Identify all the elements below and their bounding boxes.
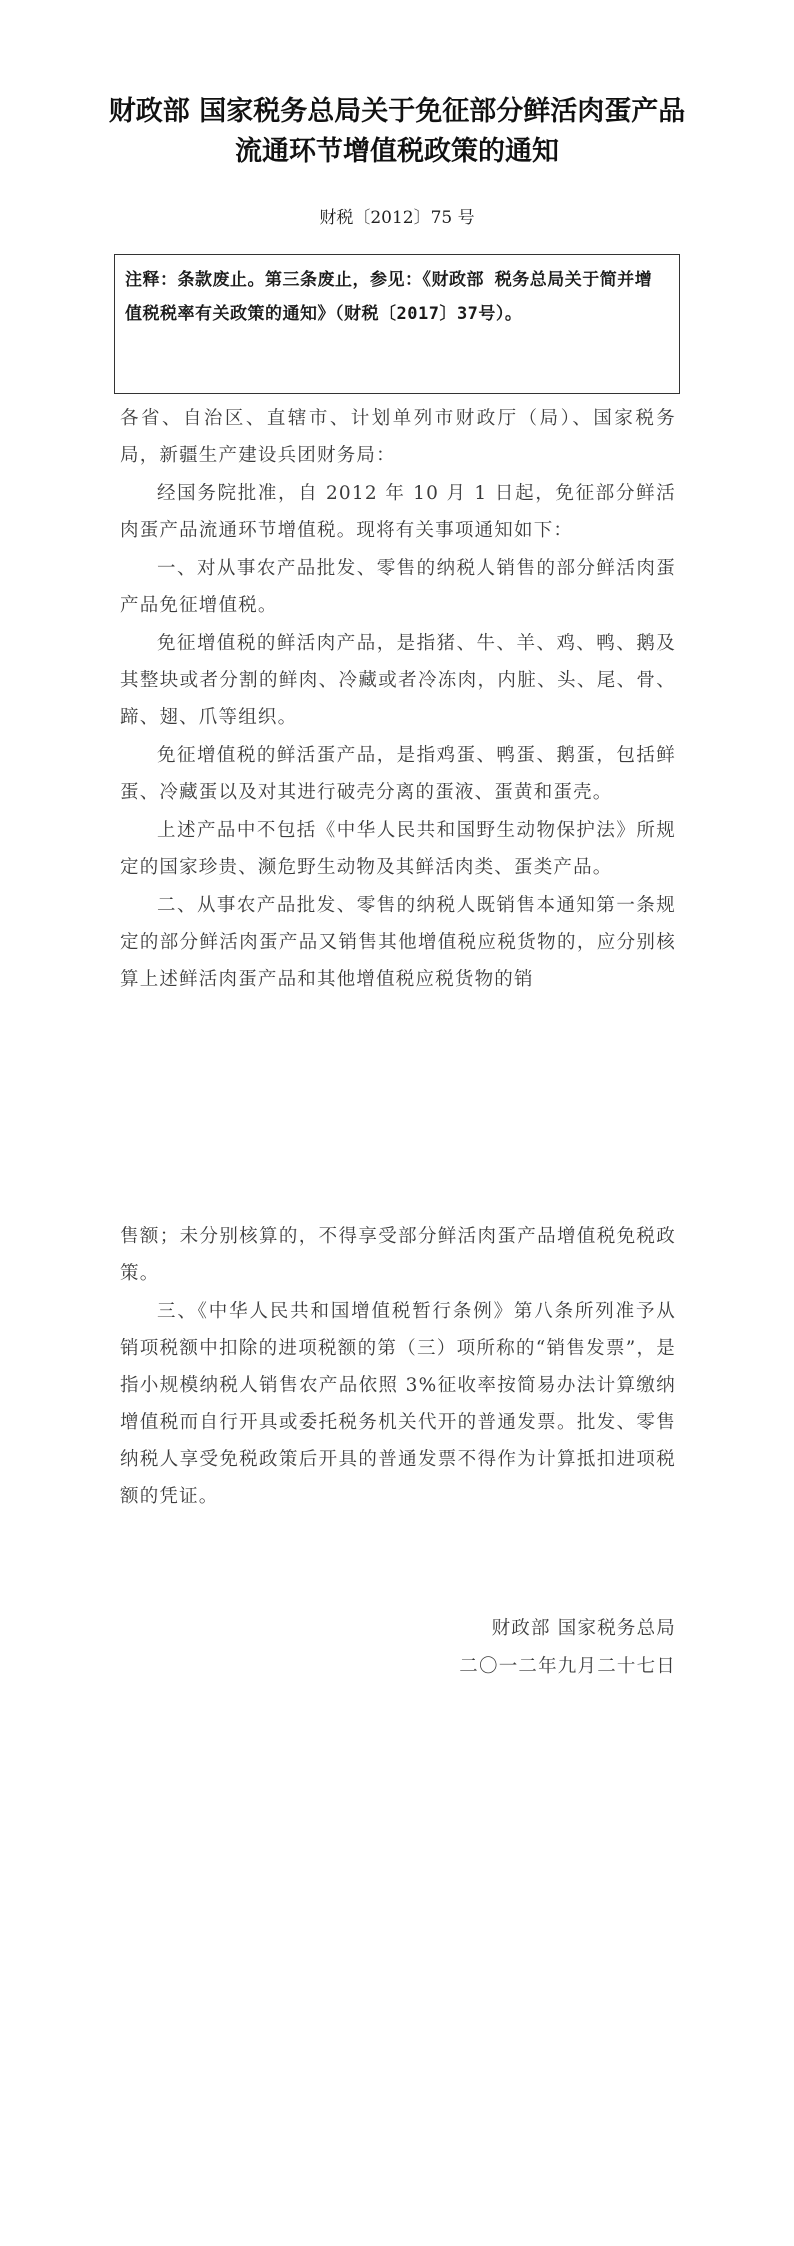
paragraph: 免征增值税的鲜活蛋产品，是指鸡蛋、鸭蛋、鹅蛋，包括鲜蛋、冷藏蛋以及对其进行破壳分离的蛋液、蛋黄和蛋壳。 [120,745,676,803]
annotation-text: 注释：条款废止。第三条废止，参见：《财政部 税务总局关于简并增值税税率有关政策的通知》（财税〔2017〕37号）。 [125,270,653,324]
signature-block [176,1610,676,1686]
paragraph: 售额；未分别核算的，不得享受部分鲜活肉蛋产品增值税免税政策。 [120,1226,676,1284]
body-section-2 [120,1218,676,1516]
paragraph: 三、《中华人民共和国增值税暂行条例》第八条所列准予从销项税额中扣除的进项税额的第（三）项所称的“销售发票”，是指小规模纳税人销售农产品依照 3%征收率按简易办法计算缴纳增值税而自行开具或委托税务机关代开的普通发票。批发、零售纳税人享受免税政策后开具的普通发票不得作为计算抵扣进项税额的凭证。 [120,1301,676,1507]
body-section-1 [120,400,676,999]
document-number: 财税〔2012〕75 号 [319,208,475,228]
paragraph: 上述产品中不包括《中华人民共和国野生动物保护法》所规定的国家珍贵、濒危野生动物及其鲜活肉类、蛋类产品。 [120,820,676,878]
paragraph: 二、从事农产品批发、零售的纳税人既销售本通知第一条规定的部分鲜活肉蛋产品又销售其他增值税应税货物的，应分别核算上述鲜活肉蛋产品和其他增值税应税货物的销 [120,895,676,990]
paragraph: 一、对从事农产品批发、零售的纳税人销售的部分鲜活肉蛋产品免征增值税。 [120,558,676,616]
paragraph: 各省、自治区、直辖市、计划单列市财政厅（局）、国家税务局，新疆生产建设兵团财务局： [120,408,676,466]
issue-date: 二〇一二年九月二十七日 [459,1656,676,1677]
document-title: 财政部 国家税务总局关于免征部分鲜活肉蛋产品流通环节增值税政策的通知 [108,96,686,167]
paragraph: 免征增值税的鲜活肉产品，是指猪、牛、羊、鸡、鸭、鹅及其整块或者分割的鲜肉、冷藏或者冷冻肉，内脏、头、尾、骨、蹄、翅、爪等组织。 [120,633,676,728]
issuer-name: 财政部 国家税务总局 [491,1618,676,1639]
annotation-box [114,254,680,394]
paragraph: 经国务院批准，自 2012 年 10 月 1 日起，免征部分鲜活肉蛋产品流通环节增值税。现将有关事项通知如下： [120,483,676,541]
